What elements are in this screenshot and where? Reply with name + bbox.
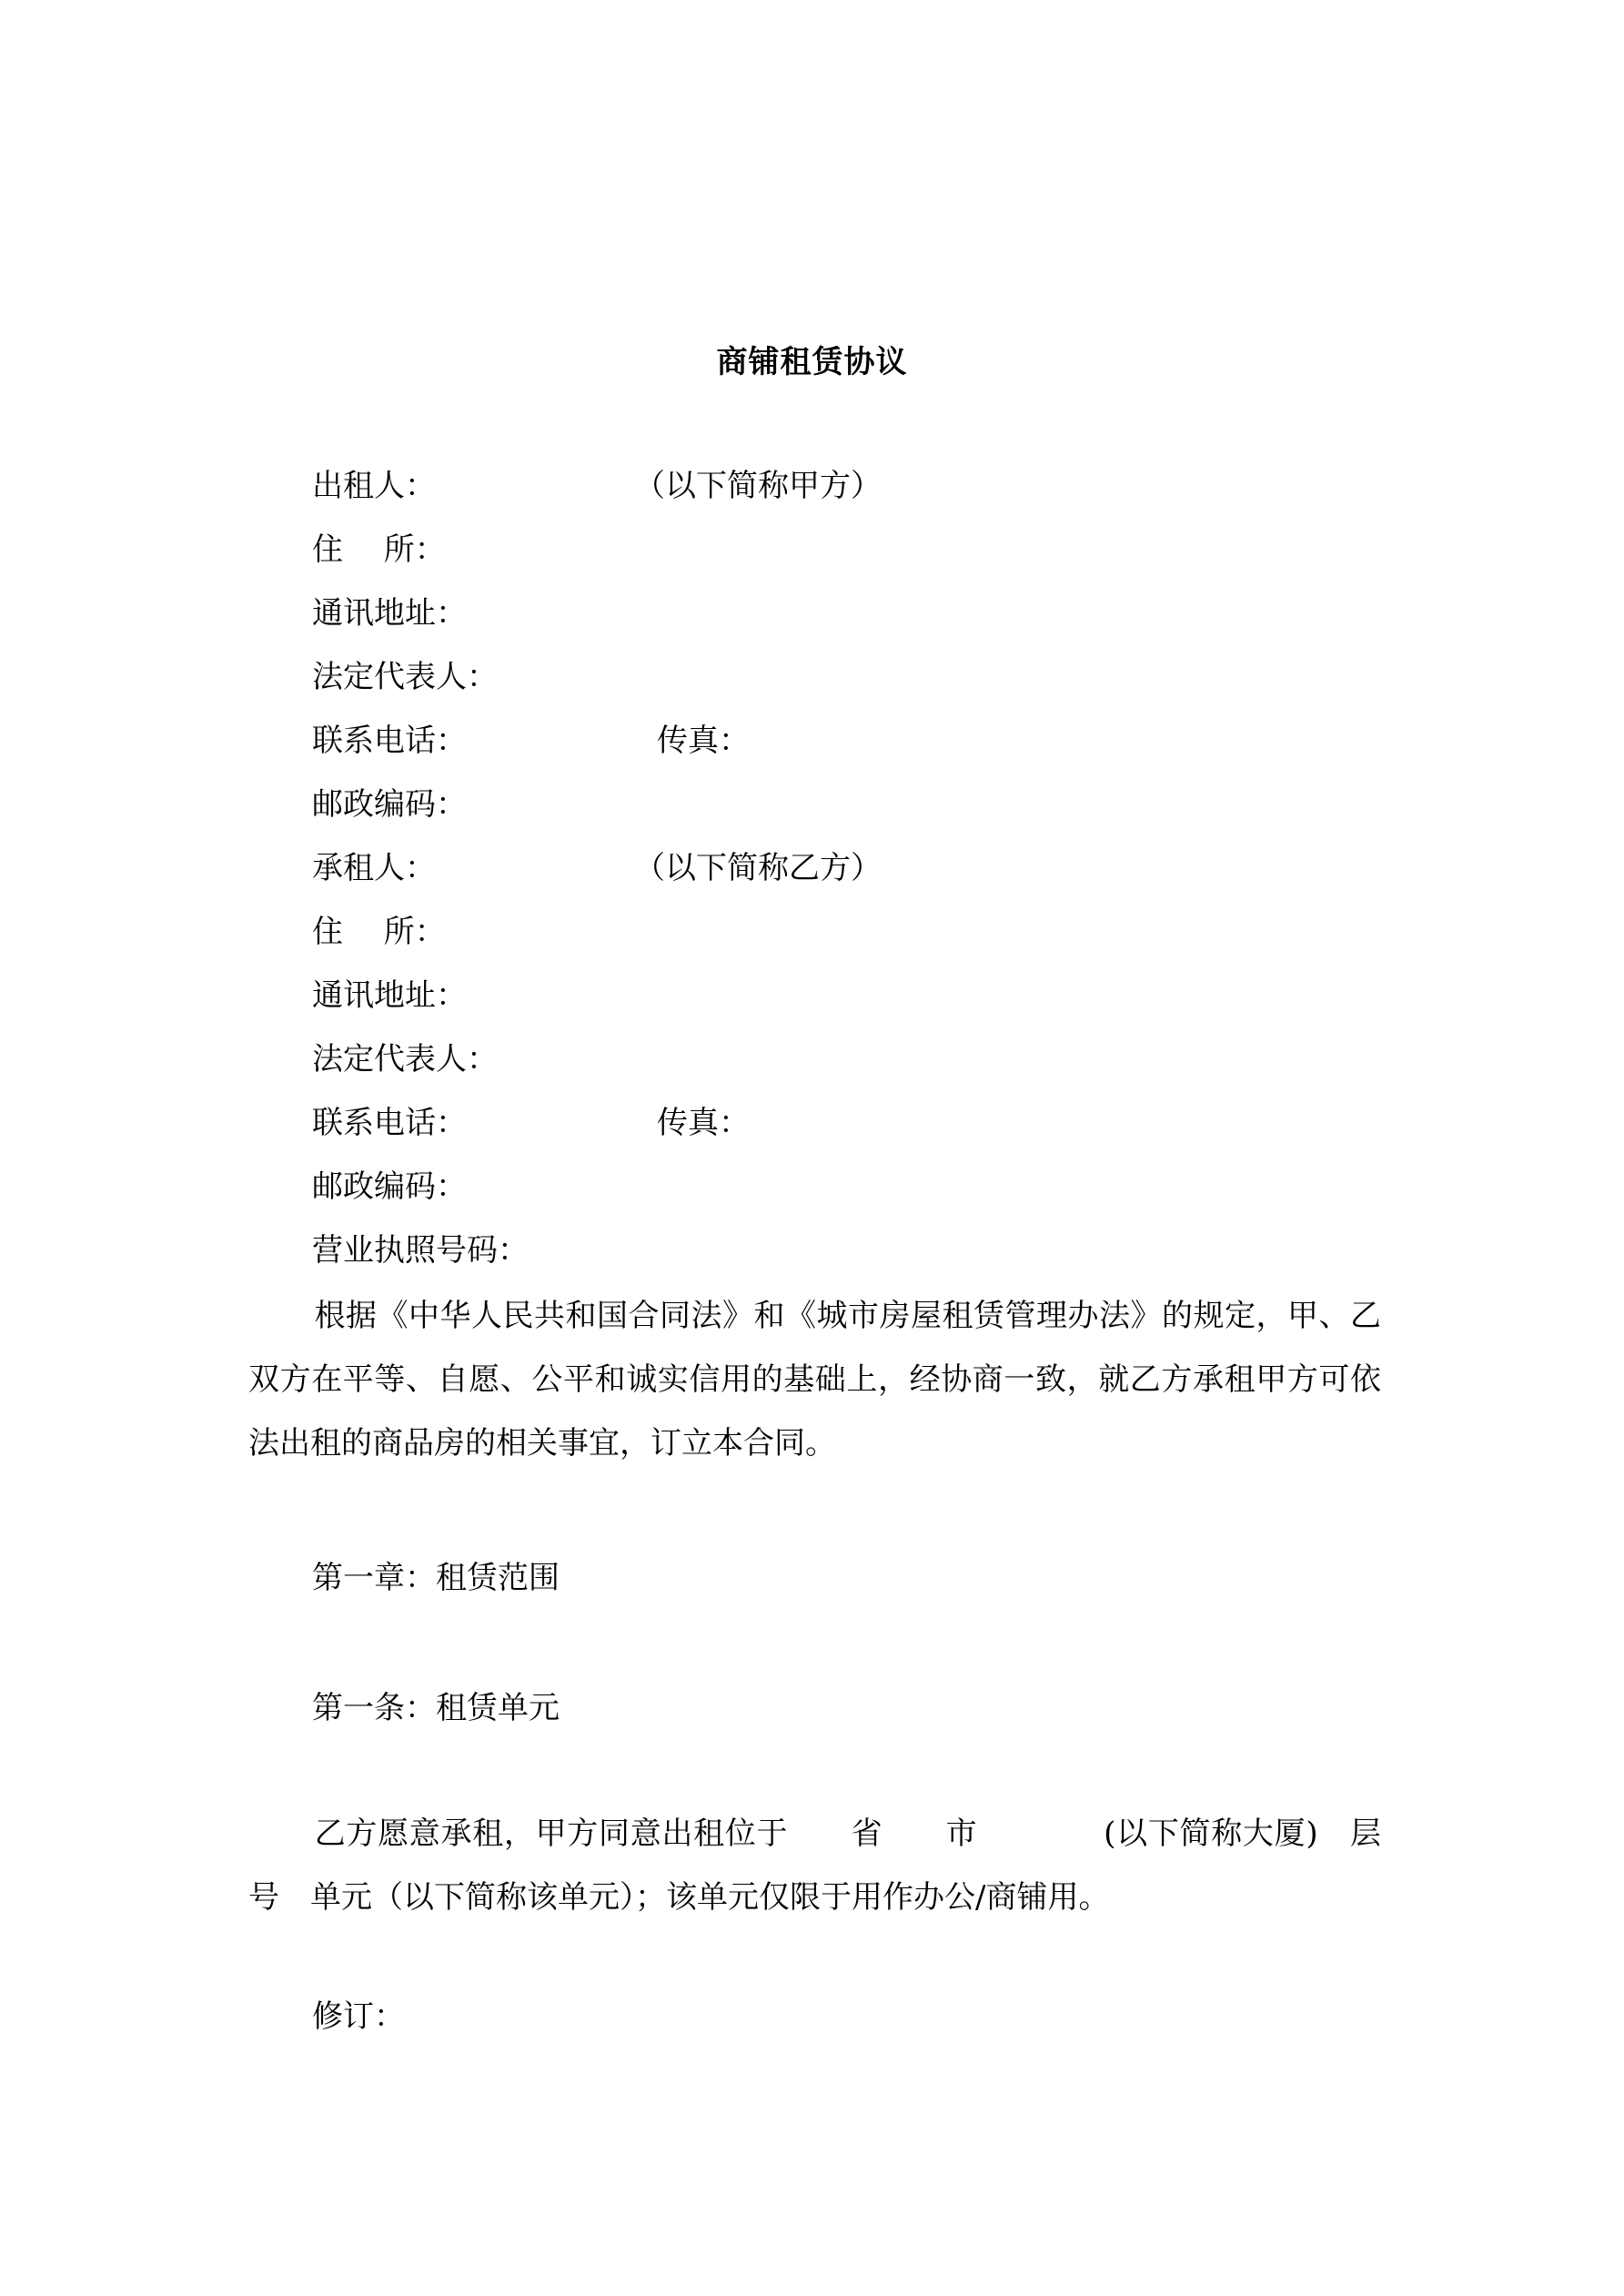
preamble-text: 根据《中华人民共和国合同法》和《城市房屋租赁管理办法》的规定，甲、乙双方在平等、自愿、公平和诚实信用的基础上，经协商一致，就乙方承租甲方可依法出租的商品房的相关事宜，订立本合同。	[248, 1298, 1381, 1462]
document-title: 商铺租赁协议	[716, 344, 908, 380]
lessor-legal-rep-label: 法定代表人：	[312, 659, 498, 695]
lessee-address-label: 通讯地址：	[312, 977, 467, 1014]
article-text: 乙方愿意承租，甲方同意出租位于 省 市 (以下简称大厦) 层 号 单元（以下简称该单元）；该单元仅限于用作办公/商铺用。	[248, 1816, 1412, 1916]
lessee-postcode-label: 邮政编码：	[312, 1168, 467, 1205]
lessor-name-label: 出租人：	[312, 468, 436, 504]
lessee-name-label: 承租人：	[312, 850, 436, 886]
lessor-residence-label: 住 所：	[312, 531, 446, 568]
revision-label: 修订：	[312, 1998, 405, 2035]
lessee-fax-label: 传真：	[657, 1105, 750, 1141]
lessee-phone-label: 联系电话：	[312, 1105, 467, 1141]
lessor-postcode-label: 邮政编码：	[312, 786, 467, 823]
lessor-phone-label: 联系电话：	[312, 723, 467, 759]
lessee-name-note: （以下简称乙方）	[634, 850, 882, 886]
lessee-residence-label: 住 所：	[312, 914, 446, 950]
lessee-license-label: 营业执照号码：	[312, 1232, 529, 1269]
lessor-name-note: （以下简称甲方）	[634, 468, 882, 504]
lessor-fax-label: 传真：	[657, 723, 750, 759]
chapter-heading: 第一章：租赁范围	[312, 1560, 560, 1596]
lessee-legal-rep-label: 法定代表人：	[312, 1041, 498, 1077]
article-heading: 第一条：租赁单元	[312, 1690, 560, 1726]
article-paragraph	[248, 1802, 1412, 1929]
preamble-paragraph	[248, 1284, 1381, 1475]
lessor-address-label: 通讯地址：	[312, 595, 467, 632]
